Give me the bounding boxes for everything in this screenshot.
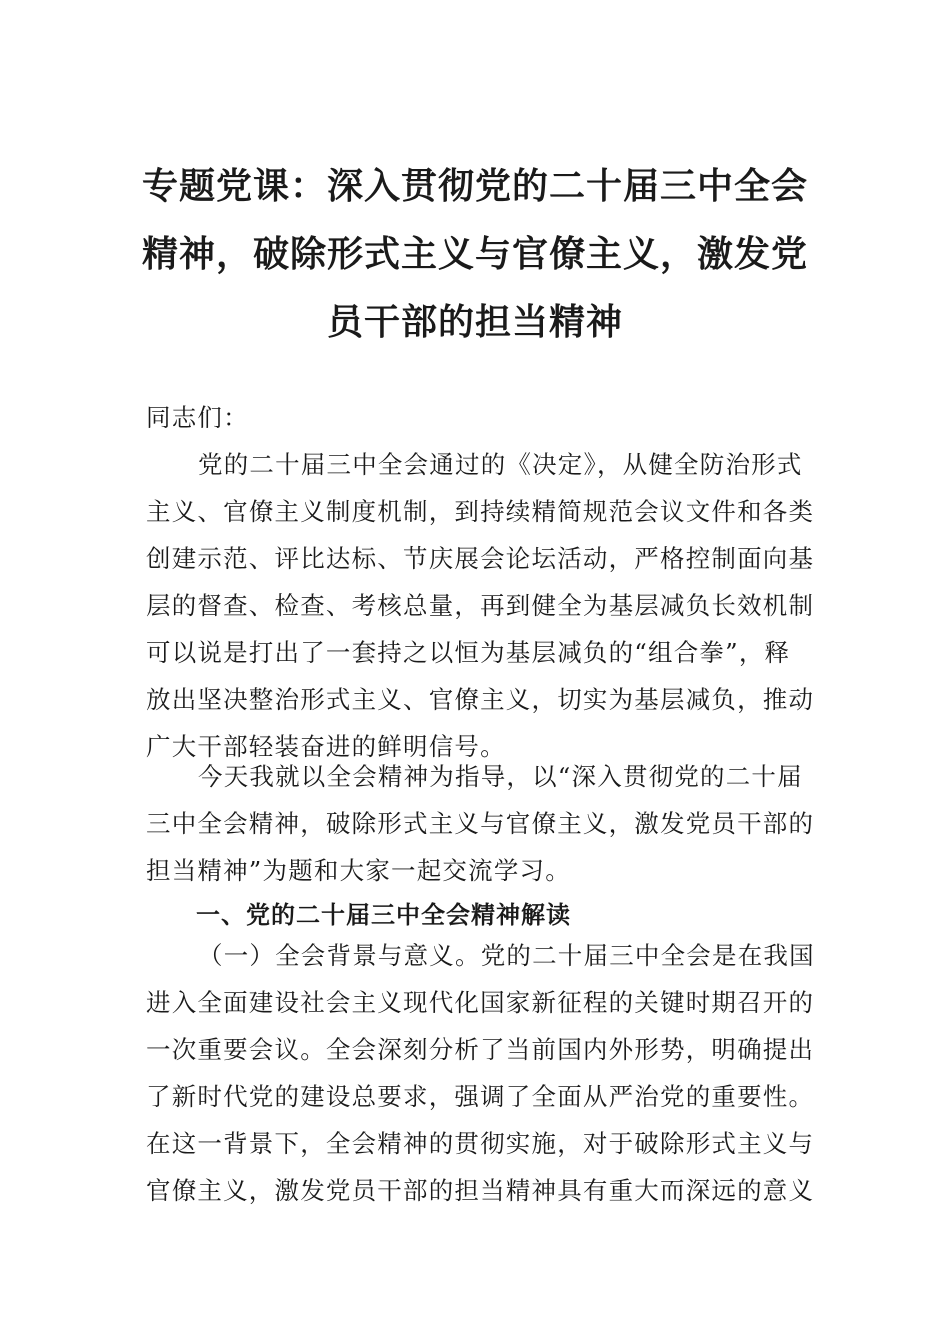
title-line: 员干部的担当精神 xyxy=(326,301,623,343)
paragraph-line: 进入全面建设社会主义现代化国家新征程的关键时期召开的 xyxy=(146,988,815,1017)
paragraph-line: 了新时代党的建设总要求，强调了全面从严治党的重要性。 xyxy=(146,1082,815,1111)
paragraph-line: 创建示范、评比达标、节庆展会论坛活动，严格控制面向基 xyxy=(146,544,815,573)
paragraph-line: 可以说是打出了一套持之以恒为基层减负的“组合拳”，释 xyxy=(146,638,791,667)
paragraph-line: 放出坚决整治形式主义、官僚主义，切实为基层减负，推动 xyxy=(146,685,815,714)
section-heading: 一、党的二十届三中全会精神解读 xyxy=(196,901,571,929)
paragraph-1 xyxy=(146,441,815,770)
paragraph-line: 层的督查、检查、考核总量，再到健全为基层减负长效机制 xyxy=(146,591,815,620)
paragraph-line: 三中全会精神，破除形式主义与官僚主义，激发党员干部的 xyxy=(146,809,815,838)
paragraph-line: 官僚主义，激发党员干部的担当精神具有重大而深远的意义 xyxy=(146,1176,815,1205)
greeting xyxy=(146,394,810,441)
paragraph-line: （一）全会背景与意义。党的二十届三中全会是在我国 xyxy=(198,941,815,970)
title-line: 精神，破除形式主义与官僚主义，激发党 xyxy=(141,233,808,275)
paragraph-line: 担当精神”为题和大家一起交流学习。 xyxy=(146,856,571,885)
paragraph-line: 今天我就以全会精神为指导，以“深入贯彻党的二十届 xyxy=(198,762,803,791)
paragraph-line: 主义、官僚主义制度机制，到持续精简规范会议文件和各类 xyxy=(146,497,815,526)
paragraph-3 xyxy=(146,932,815,1214)
title-line: 专题党课：深入贯彻党的二十届三中全会 xyxy=(141,165,808,207)
document-title xyxy=(140,152,810,356)
paragraph-line: 广大干部轻装奋进的鲜明信号。 xyxy=(146,732,506,761)
greeting-text: 同志们： xyxy=(146,403,249,432)
paragraph-2 xyxy=(146,753,815,894)
paragraph-line: 党的二十届三中全会通过的《决定》，从健全防治形式 xyxy=(198,450,803,479)
paragraph-line: 在这一背景下，全会精神的贯彻实施，对于破除形式主义与 xyxy=(146,1129,815,1158)
paragraph-line: 一次重要会议。全会深刻分析了当前国内外形势，明确提出 xyxy=(146,1035,815,1064)
